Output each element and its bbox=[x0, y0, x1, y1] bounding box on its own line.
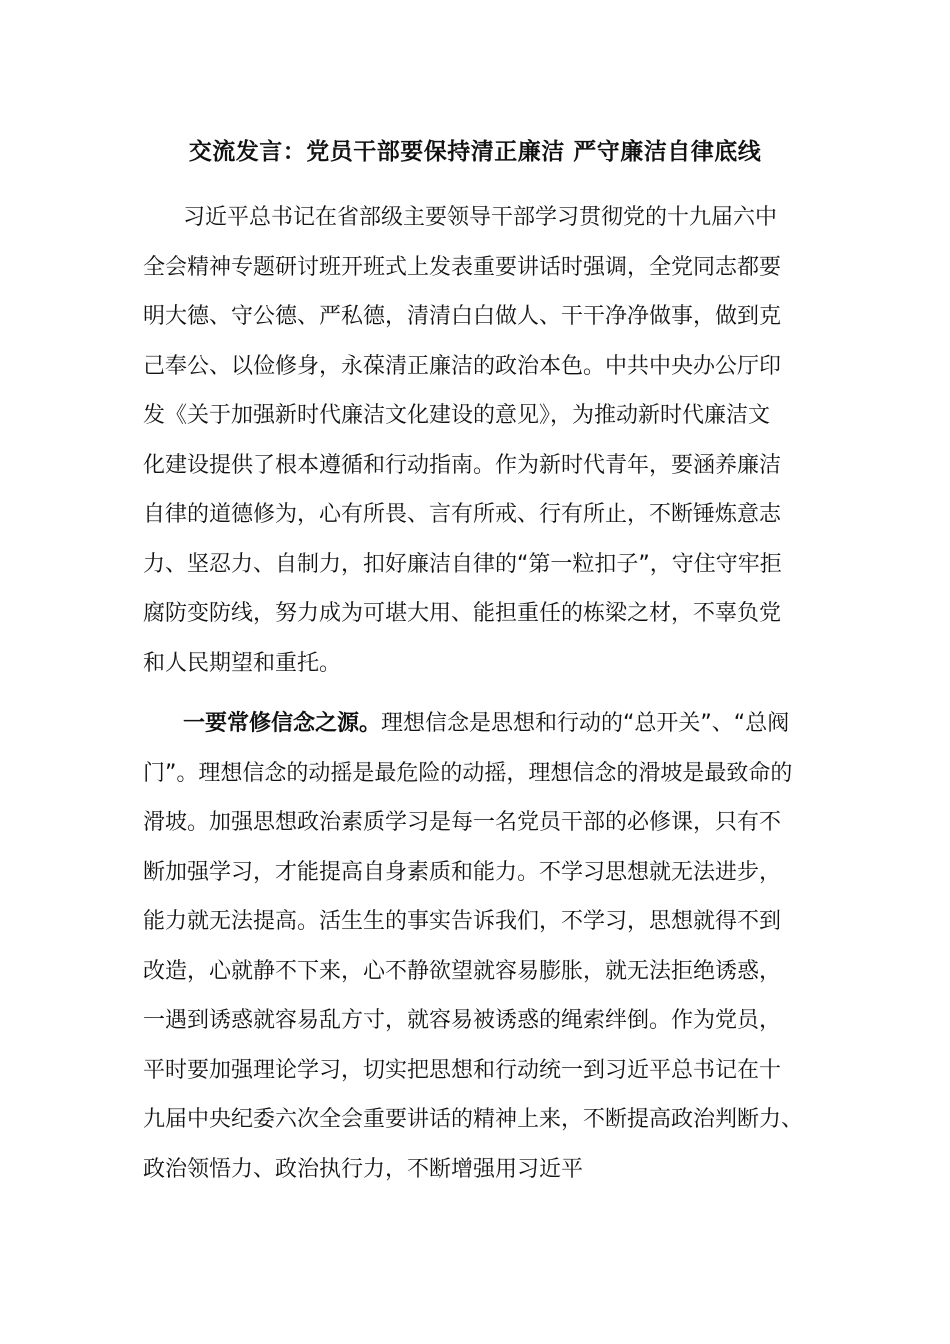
paragraph-line: 腐防变防线，努力成为可堪大用、能担重任的栋梁之材，不辜负党 bbox=[143, 601, 782, 626]
paragraph-intro bbox=[143, 193, 815, 688]
document-title: 交流发言：党员干部要保持清正廉洁 严守廉洁自律底线 bbox=[188, 139, 762, 165]
paragraph-point-one bbox=[143, 699, 815, 1194]
paragraph-line: 一遇到诱惑就容易乱方寸，就容易被诱惑的绳索绊倒。作为党员， bbox=[143, 1008, 782, 1033]
section-lead-heading: 一要常修信念之源。 bbox=[183, 711, 382, 736]
paragraph-line: 明大德、守公德、严私德，清清白白做人、干干净净做事，做到克 bbox=[143, 304, 782, 329]
paragraph-line: 滑坡。加强思想政治素质学习是每一名党员干部的必修课，只有不 bbox=[143, 810, 782, 835]
paragraph-line: 力、坚忍力、自制力，扣好廉洁自律的“第一粒扣子”，守住守牢拒 bbox=[143, 551, 782, 577]
paragraph-line: 能力就无法提高。活生生的事实告诉我们，不学习，思想就得不到 bbox=[143, 909, 782, 934]
paragraph-line: 和人民期望和重托。 bbox=[143, 650, 342, 676]
paragraph-line: 全会精神专题研讨班开班式上发表重要讲话时强调，全党同志都要 bbox=[143, 254, 782, 280]
paragraph-line: 九届中央纪委六次全会重要讲话的精神上来，不断提高政治判断力、 bbox=[143, 1107, 804, 1132]
paragraph-line: 发《关于加强新时代廉洁文化建设的意见》，为推动新时代廉洁文 bbox=[143, 403, 771, 428]
paragraph-line: 平时要加强理论学习，切实把思想和行动统一到习近平总书记在十 bbox=[143, 1057, 782, 1083]
paragraph-line: 断加强学习，才能提高自身素质和能力。不学习思想就无法进步， bbox=[143, 859, 782, 885]
paragraph-line: 政治领悟力、政治执行力，不断增强用习近平 bbox=[143, 1156, 584, 1182]
paragraph-line: 门”。理想信念的动摇是最危险的动摇，理想信念的滑坡是最致命的 bbox=[143, 760, 793, 786]
paragraph-line: 一要常修信念之源。理想信念是思想和行动的“总开关”、“总阀 bbox=[183, 711, 790, 736]
paragraph-line: 自律的道德修为，心有所畏、言有所戒、行有所止，不断锤炼意志 bbox=[143, 502, 782, 527]
paragraph-line: 习近平总书记在省部级主要领导干部学习贯彻党的十九届六中 bbox=[183, 205, 778, 230]
paragraph-line: 己奉公、以俭修身，永葆清正廉洁的政治本色。中共中央办公厅印 bbox=[143, 353, 782, 379]
paragraph-line: 改造，心就静不下来，心不静欲望就容易膨胀，就无法拒绝诱惑， bbox=[143, 958, 782, 984]
paragraph-line: 化建设提供了根本遵循和行动指南。作为新时代青年，要涵养廉洁 bbox=[143, 452, 782, 478]
